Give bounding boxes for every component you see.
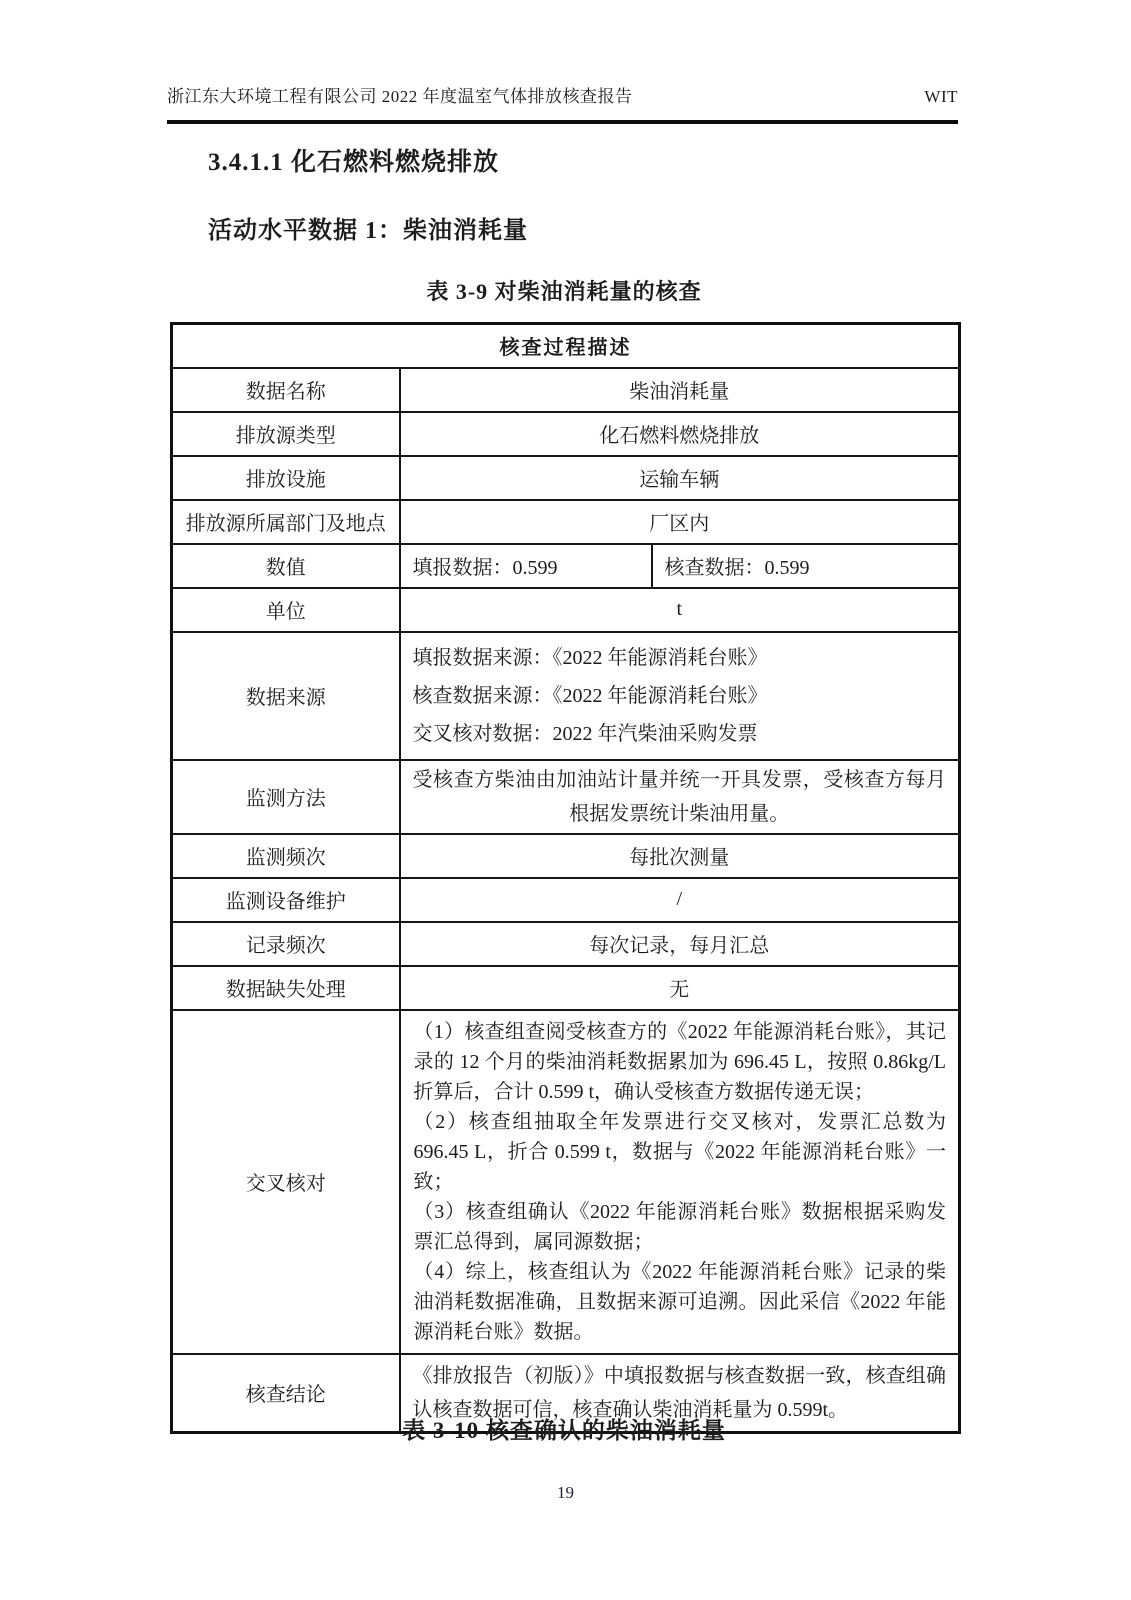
table-row-monitoring-method [172, 760, 960, 834]
table-row-unit [172, 588, 960, 632]
page-header [167, 82, 958, 124]
header-logo-text: WIT [924, 87, 958, 106]
table-header-row [172, 324, 960, 368]
row-value: 每次记录，每月汇总 [400, 922, 960, 966]
table-row-data-name [172, 368, 960, 412]
row-label: 核查结论 [172, 1354, 400, 1433]
cross-check-paragraph: （1）核查组查阅受核查方的《2022 年能源消耗台账》，其记录的 12 个月的柴油消耗数据累加为 696.45 L，按照 0.86kg/L 折算后，合计 0.599 t，确认受核查方数据传递无误； [413, 1020, 946, 1103]
data-source-line: 核查数据来源：《2022 年能源消耗台账》 [412, 684, 768, 707]
row-value: 每批次测量 [400, 834, 960, 878]
row-label: 单位 [172, 588, 400, 632]
activity-data-heading: 活动水平数据 1：柴油消耗量 [208, 218, 528, 244]
table9-caption: 表 3-9 对柴油消耗量的核查 [426, 279, 702, 304]
row-value: / [400, 878, 960, 922]
row-label: 记录频次 [172, 922, 400, 966]
row-label: 数据名称 [172, 368, 400, 412]
row-value: 柴油消耗量 [400, 368, 960, 412]
data-source-line: 交叉核对数据：2022 年汽柴油采购发票 [412, 722, 758, 745]
data-source-cell [400, 632, 960, 760]
page-number: 19 [557, 1483, 574, 1502]
row-label: 交叉核对 [172, 1010, 400, 1354]
row-label: 数值 [172, 544, 400, 588]
cross-check-paragraph: （4）综上，核查组认为《2022 年能源消耗台账》记录的柴油消耗数据准确，且数据来源可追溯。因此采信《2022 年能源消耗台账》数据。 [413, 1260, 946, 1343]
table-row-equipment-maintenance [172, 878, 960, 922]
table-row-record-frequency [172, 922, 960, 966]
table-row-facility [172, 456, 960, 500]
reported-value: 填报数据：0.599 [400, 544, 652, 588]
row-label: 数据缺失处理 [172, 966, 400, 1010]
row-value: t [400, 588, 960, 632]
table10-caption: 表 3-10 核查确认的柴油消耗量 [402, 1418, 726, 1443]
row-value: 运输车辆 [400, 456, 960, 500]
row-label: 监测频次 [172, 834, 400, 878]
header-report-title: 浙江东大环境工程有限公司 2022 年度温室气体排放核查报告 [167, 87, 633, 106]
verified-value: 核查数据：0.599 [652, 544, 960, 588]
table-row-department [172, 500, 960, 544]
table-row-value [172, 544, 960, 588]
row-value: 无 [400, 966, 960, 1010]
cross-check-cell [400, 1010, 960, 1354]
cross-check-paragraph: （3）核查组确认《2022 年能源消耗台账》数据根据采购发票汇总得到，属同源数据； [413, 1200, 946, 1253]
row-label: 排放源类型 [172, 412, 400, 456]
row-value: 受核查方柴油由加油站计量并统一开具发票，受核查方每月根据发票统计柴油用量。 [400, 760, 960, 834]
row-value: 化石燃料燃烧排放 [400, 412, 960, 456]
table-row-monitoring-frequency [172, 834, 960, 878]
table-row-data-source [172, 632, 960, 760]
verification-table [170, 322, 961, 1434]
section-heading: 3.4.1.1 化石燃料燃烧排放 [208, 149, 500, 176]
data-source-line: 填报数据来源：《2022 年能源消耗台账》 [412, 646, 768, 669]
table-row-source-type [172, 412, 960, 456]
row-label: 数据来源 [172, 632, 400, 760]
row-label: 监测方法 [172, 760, 400, 834]
table-row-missing-data [172, 966, 960, 1010]
conclusion-cell: 《排放报告（初版）》中填报数据与核查数据一致，核查组确认核查数据可信，核查确认柴油消耗量为 0.599t。 [400, 1354, 960, 1433]
row-label: 排放源所属部门及地点 [172, 500, 400, 544]
cross-check-paragraph: （2）核查组抽取全年发票进行交叉核对，发票汇总数为 696.45 L，折合 0.599 t，数据与《2022 年能源消耗台账》一致； [413, 1110, 946, 1193]
row-label: 监测设备维护 [172, 878, 400, 922]
row-value: 厂区内 [400, 500, 960, 544]
table-row-cross-check [172, 1010, 960, 1354]
row-label: 排放设施 [172, 456, 400, 500]
table-title-cell: 核查过程描述 [172, 324, 960, 368]
